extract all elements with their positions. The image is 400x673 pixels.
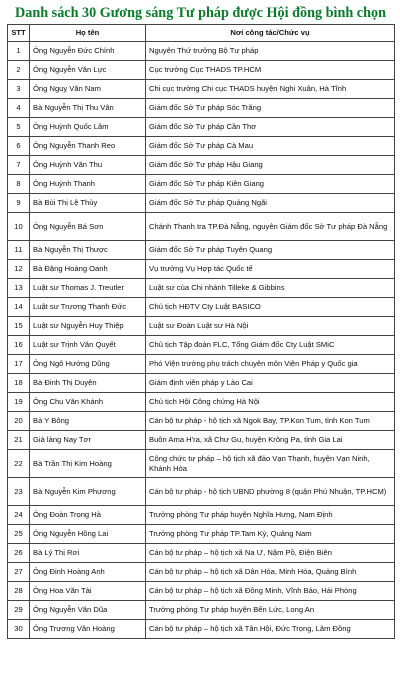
row-stt: 16 <box>8 336 30 355</box>
row-name: Ông Trương Văn Hoàng <box>30 620 146 639</box>
table-row <box>8 279 395 298</box>
table-row <box>8 80 395 99</box>
row-name: Luật sư Thomas J. Treutler <box>30 279 146 298</box>
row-unit: Giám đốc Sở Tư pháp Sóc Trăng <box>146 99 395 118</box>
row-unit: Cán bộ tư pháp – hộ tịch xã Na Ư, Nậm Pồ, Điện Biên <box>146 544 395 563</box>
row-unit: Phó Viện trưởng phụ trách chuyên môn Viện Pháp y Quốc gia <box>146 355 395 374</box>
row-name: Ông Nguyễn Đức Chính <box>30 42 146 61</box>
row-stt: 22 <box>8 450 30 478</box>
row-unit: Giám đốc Sở Tư pháp Cần Thơ <box>146 118 395 137</box>
row-unit: Giám đốc Sở Tư pháp Hậu Giang <box>146 156 395 175</box>
row-stt: 30 <box>8 620 30 639</box>
row-stt: 7 <box>8 156 30 175</box>
row-stt: 8 <box>8 175 30 194</box>
row-stt: 24 <box>8 506 30 525</box>
row-name: Bà Đinh Thị Duyên <box>30 374 146 393</box>
table-row <box>8 99 395 118</box>
table-row <box>8 194 395 213</box>
row-unit: Chi cục trưởng Chi cục THADS huyện Nghi Xuân, Hà Tĩnh <box>146 80 395 99</box>
row-unit: Cán bộ tư pháp – hộ tịch xã Tân Hội, Đức Trọng, Lâm Đồng <box>146 620 395 639</box>
row-unit: Trưởng phòng Tư pháp TP.Tam Kỳ, Quảng Nam <box>146 525 395 544</box>
row-stt: 10 <box>8 213 30 241</box>
row-name: Ông Huỳnh Văn Thu <box>30 156 146 175</box>
honoree-table <box>7 24 395 639</box>
table-row <box>8 336 395 355</box>
row-name: Ông Huỳnh Quốc Lâm <box>30 118 146 137</box>
row-unit: Nguyên Thứ trưởng Bộ Tư pháp <box>146 42 395 61</box>
row-stt: 17 <box>8 355 30 374</box>
page-title: Danh sách 30 Gương sáng Tư pháp được Hội đồng bình chọn <box>15 5 386 21</box>
row-stt: 19 <box>8 393 30 412</box>
table-row <box>8 137 395 156</box>
row-name: Ông Nguyễn Văn Lực <box>30 61 146 80</box>
table-row <box>8 118 395 137</box>
row-stt: 15 <box>8 317 30 336</box>
table-row <box>8 42 395 61</box>
header-stt: STT <box>8 25 30 42</box>
row-name: Luật sư Nguyễn Huy Thiệp <box>30 317 146 336</box>
row-unit: Cán bộ tư pháp - hộ tịch UBND phường 8 (quận Phú Nhuận, TP.HCM) <box>146 478 395 506</box>
row-name: Ông Huỳnh Thanh <box>30 175 146 194</box>
table-header-row <box>8 25 395 42</box>
table-row <box>8 156 395 175</box>
table-row <box>8 601 395 620</box>
row-stt: 26 <box>8 544 30 563</box>
row-unit: Giám đốc Sở Tư pháp Quảng Ngãi <box>146 194 395 213</box>
row-name: Ông Nguỵ Văn Nam <box>30 80 146 99</box>
row-unit: Giám đốc Sở Tư pháp Tuyên Quang <box>146 241 395 260</box>
table-row <box>8 478 395 506</box>
row-name: Ông Chu Văn Khánh <box>30 393 146 412</box>
row-stt: 4 <box>8 99 30 118</box>
row-name: Luật sư Trương Thanh Đức <box>30 298 146 317</box>
row-stt: 2 <box>8 61 30 80</box>
table-row <box>8 260 395 279</box>
row-unit: Luật sư của Chi nhánh Tilleke & Gibbins <box>146 279 395 298</box>
row-unit: Vụ trưởng Vụ Hợp tác Quốc tế <box>146 260 395 279</box>
table-row <box>8 582 395 601</box>
row-unit: Chủ tịch Tập đoàn FLC, Tổng Giám đốc Cty Luật SMiC <box>146 336 395 355</box>
row-name: Bà Nguyễn Kim Phương <box>30 478 146 506</box>
row-stt: 9 <box>8 194 30 213</box>
row-unit: Buôn Ama H'ra, xã Chư Gu, huyện Krông Pa, tỉnh Gia Lai <box>146 431 395 450</box>
row-stt: 11 <box>8 241 30 260</box>
table-row <box>8 525 395 544</box>
table-row <box>8 620 395 639</box>
row-stt: 5 <box>8 118 30 137</box>
row-unit: Trưởng phòng Tư pháp huyện Nghĩa Hưng, Nam Định <box>146 506 395 525</box>
table-row <box>8 298 395 317</box>
table-row <box>8 393 395 412</box>
row-name: Bà Nguyễn Thị Thược <box>30 241 146 260</box>
row-unit: Cán bộ tư pháp – hộ tịch xã Đồng Minh, Vĩnh Bảo, Hải Phòng <box>146 582 395 601</box>
table-row <box>8 431 395 450</box>
row-stt: 20 <box>8 412 30 431</box>
row-name: Bà Nguyễn Thị Thu Vân <box>30 99 146 118</box>
table-row <box>8 175 395 194</box>
row-unit: Trưởng phòng Tư pháp huyện Bến Lức, Long An <box>146 601 395 620</box>
table-row <box>8 241 395 260</box>
row-unit: Cán bộ tư pháp – hộ tịch xã Dân Hóa, Minh Hóa, Quảng Bình <box>146 563 395 582</box>
row-stt: 6 <box>8 137 30 156</box>
row-unit: Chủ tịch HĐTV Cty Luật BASICO <box>146 298 395 317</box>
header-unit: Nơi công tác/Chức vụ <box>146 25 395 42</box>
table-row <box>8 544 395 563</box>
table-body <box>8 42 395 639</box>
row-name: Ông Đinh Hoàng Anh <box>30 563 146 582</box>
table-row <box>8 374 395 393</box>
row-unit: Chủ tịch Hội Công chứng Hà Nội <box>146 393 395 412</box>
table-row <box>8 450 395 478</box>
row-stt: 27 <box>8 563 30 582</box>
row-name: Ông Nguyễn Văn Dũa <box>30 601 146 620</box>
row-unit: Cán bộ tư pháp - hộ tịch xã Ngok Bay, TP.Kon Tum, tỉnh Kon Tum <box>146 412 395 431</box>
row-stt: 21 <box>8 431 30 450</box>
header-name: Họ tên <box>30 25 146 42</box>
row-name: Bà Trần Thị Kim Hoàng <box>30 450 146 478</box>
row-name: Bà Đặng Hoàng Oanh <box>30 260 146 279</box>
row-name: Ông Nguyễn Bá Sơn <box>30 213 146 241</box>
row-stt: 14 <box>8 298 30 317</box>
row-stt: 23 <box>8 478 30 506</box>
table-row <box>8 213 395 241</box>
row-unit: Giám đốc Sở Tư pháp Cà Mau <box>146 137 395 156</box>
row-stt: 28 <box>8 582 30 601</box>
row-unit: Chánh Thanh tra TP.Đà Nẵng, nguyên Giám đốc Sở Tư pháp Đà Nẵng <box>146 213 395 241</box>
row-name: Ông Nguyễn Hồng Lai <box>30 525 146 544</box>
row-name: Bà Bùi Thị Lệ Thủy <box>30 194 146 213</box>
table-row <box>8 412 395 431</box>
row-name: Già làng Nay Tơr <box>30 431 146 450</box>
row-name: Ông Đoàn Trọng Hà <box>30 506 146 525</box>
row-name: Ông Ngô Hướng Dũng <box>30 355 146 374</box>
row-stt: 13 <box>8 279 30 298</box>
row-name: Ông Nguyễn Thanh Reo <box>30 137 146 156</box>
row-stt: 18 <box>8 374 30 393</box>
row-unit: Công chức tư pháp – hộ tịch xã đảo Vạn Thạnh, huyện Vạn Ninh, Khánh Hòa <box>146 450 395 478</box>
table-row <box>8 61 395 80</box>
table-row <box>8 317 395 336</box>
row-unit: Giám định viên pháp y Lào Cai <box>146 374 395 393</box>
table-row <box>8 506 395 525</box>
row-unit: Luật sư Đoàn Luật sư Hà Nội <box>146 317 395 336</box>
row-unit: Cục trưởng Cục THADS TP.HCM <box>146 61 395 80</box>
row-stt: 29 <box>8 601 30 620</box>
row-name: Ông Hoa Văn Tài <box>30 582 146 601</box>
table-row <box>8 563 395 582</box>
table-row <box>8 355 395 374</box>
row-name: Luật sư Trịnh Văn Quyết <box>30 336 146 355</box>
row-name: Bà Lý Thị Rơi <box>30 544 146 563</box>
row-stt: 25 <box>8 525 30 544</box>
row-stt: 1 <box>8 42 30 61</box>
row-unit: Giám đốc Sở Tư pháp Kiên Giang <box>146 175 395 194</box>
row-name: Bà Y Bông <box>30 412 146 431</box>
row-stt: 12 <box>8 260 30 279</box>
row-stt: 3 <box>8 80 30 99</box>
